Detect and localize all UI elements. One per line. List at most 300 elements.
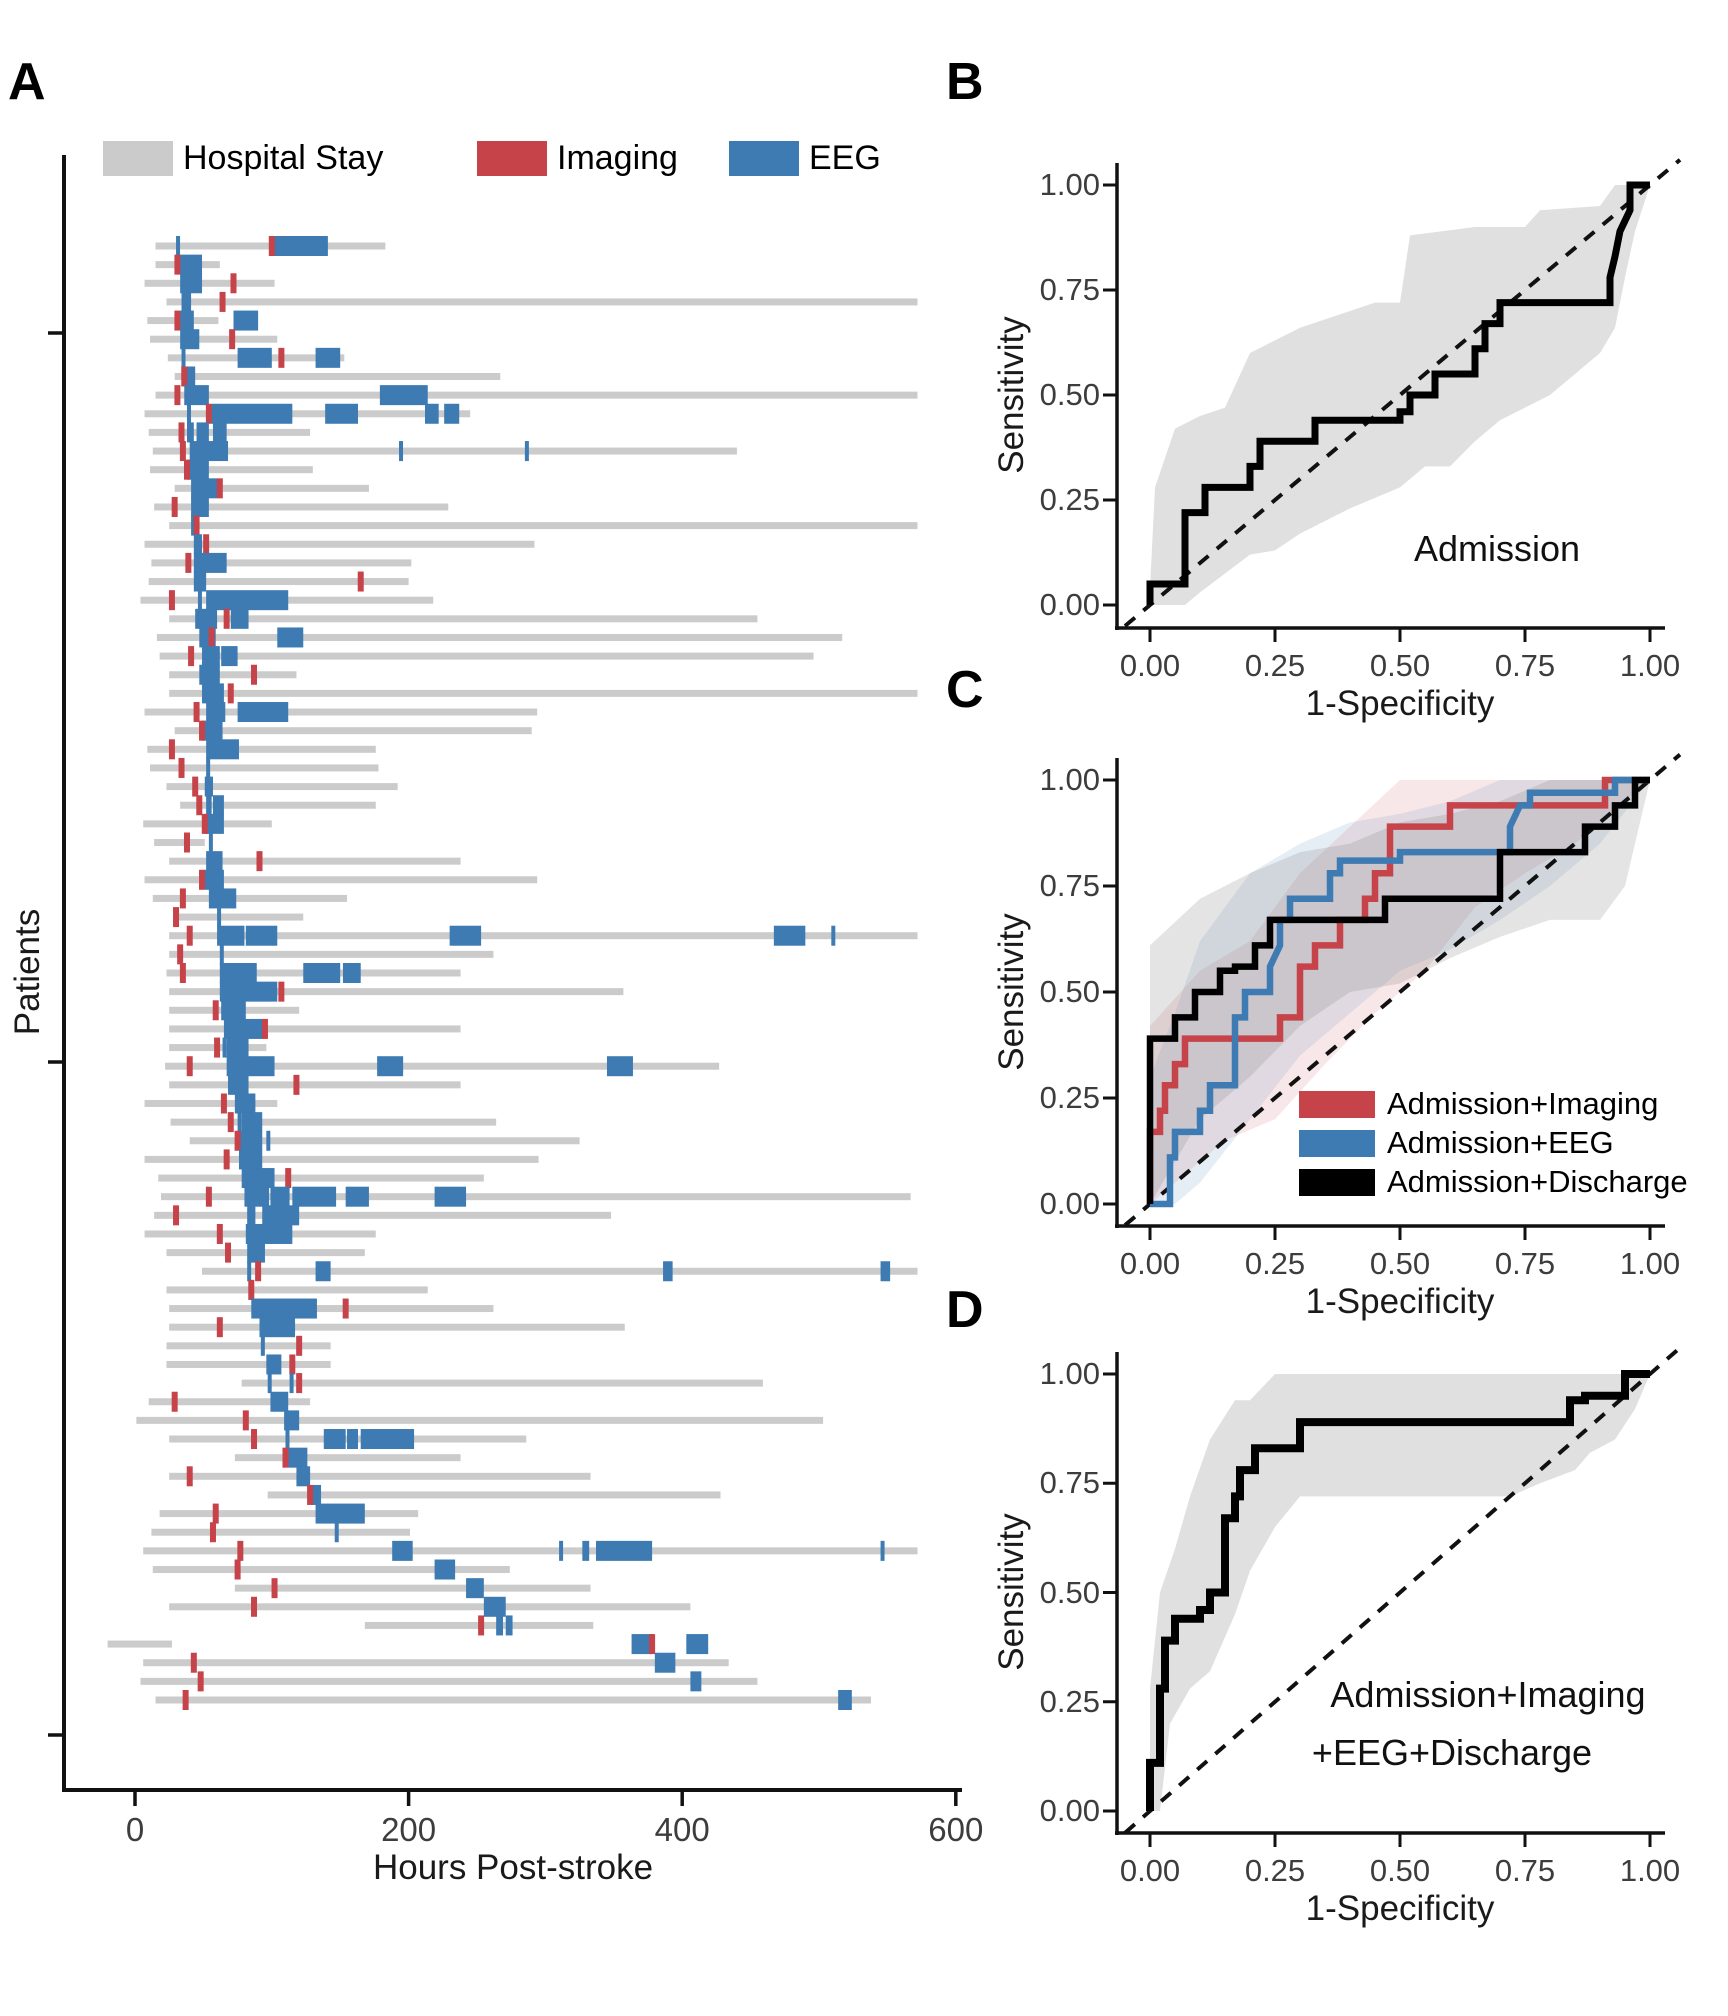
eeg-bar [194, 534, 202, 554]
imaging-tick [172, 497, 178, 517]
hospital-stay-bar [150, 466, 313, 473]
imaging-tick [243, 1410, 249, 1430]
hospital-stay-bar [136, 1417, 823, 1424]
eeg-bar [361, 1429, 414, 1449]
eeg-bar [435, 1187, 466, 1207]
imaging-tick [217, 1224, 223, 1244]
eeg-bar [663, 1261, 673, 1281]
imaging-tick [169, 739, 175, 759]
tick-label: 0 [125, 1811, 145, 1848]
eeg-bar [268, 1373, 272, 1393]
eeg-bar [202, 683, 224, 703]
hospital-stay-bar [151, 1529, 410, 1536]
imaging-tick [174, 255, 180, 275]
imaging-tick [180, 441, 186, 461]
imaging-tick [269, 236, 275, 256]
tick-label: 0.50 [1039, 377, 1100, 412]
y-axis-title-b: Sensitivity [992, 316, 1031, 474]
eeg-bar [180, 255, 202, 275]
eeg-bar [238, 1112, 242, 1132]
imaging-tick [225, 1243, 231, 1263]
legend-item-admission-eeg [1299, 1125, 1614, 1161]
imaging-tick [206, 404, 212, 424]
imaging-tick [203, 534, 209, 554]
imaging-tick [202, 814, 208, 834]
eeg-bar [213, 422, 227, 442]
hospital-stay-bar [166, 1361, 330, 1368]
imaging-tick [235, 1131, 241, 1151]
imaging-tick [210, 1522, 216, 1542]
eeg-bar [199, 665, 220, 685]
eeg-bar [324, 1429, 346, 1449]
hospital-stay-bar [166, 1342, 330, 1349]
eeg-bar [194, 553, 227, 573]
legend-label-hospital-stay: Hospital Stay [183, 139, 384, 177]
tick-label: 0.25 [1244, 1853, 1306, 1888]
hospital-stay-bar [169, 522, 917, 529]
imaging-tick [255, 1261, 261, 1281]
hospital-stay-bar [153, 448, 737, 455]
eeg-bar [206, 702, 225, 722]
imaging-tick [199, 721, 205, 741]
tick-label: 0.75 [1039, 272, 1100, 307]
eeg-bar [220, 963, 257, 983]
imaging-tick [194, 702, 200, 722]
tick-label: 1.00 [1039, 762, 1100, 797]
hospital-stay-bar [171, 1119, 497, 1126]
eeg-bar [251, 1299, 317, 1319]
tick-label: 0.50 [1369, 1853, 1431, 1888]
legend-label-admission-eeg: Admission+EEG [1387, 1125, 1614, 1160]
imaging-tick [228, 683, 234, 703]
eeg-bar [224, 1019, 264, 1039]
hospital-stay-bar [166, 1286, 427, 1293]
eeg-bar [690, 1671, 701, 1691]
imaging-tick [220, 292, 226, 312]
eeg-bar [881, 1541, 885, 1561]
hospital-stay-bar [108, 1641, 172, 1648]
hospital-stay-bar [166, 783, 397, 790]
imaging-tick [179, 758, 185, 778]
imaging-tick [221, 1093, 227, 1113]
hospital-stay-bar [150, 336, 277, 343]
imaging-tick [183, 1690, 189, 1710]
eeg-bar [325, 404, 358, 424]
eeg-bar [220, 944, 224, 964]
imaging-tick [187, 926, 193, 946]
imaging-tick [343, 1299, 349, 1319]
hospital-stay-bar [169, 1305, 493, 1312]
admission-imaging-swatch-icon [1299, 1091, 1375, 1118]
eeg-bar [262, 1205, 299, 1225]
eeg-bar [261, 1336, 265, 1356]
legend-label-imaging: Imaging [557, 139, 678, 177]
eeg-bar [223, 1038, 227, 1058]
imaging-tick [187, 1466, 193, 1486]
hospital-stay-bar [145, 1100, 278, 1107]
hospital-stay-bar [235, 1585, 591, 1592]
panel-label-d: D [946, 1281, 984, 1339]
imaging-tick [237, 1541, 243, 1561]
eeg-bar [220, 982, 277, 1002]
legend-item-hospital-stay [103, 139, 383, 178]
eeg-bar [270, 1392, 288, 1412]
eeg-bar [290, 1373, 294, 1393]
eeg-bar [206, 851, 222, 871]
hospital-stay-bar [145, 709, 538, 716]
eeg-bar [316, 348, 341, 368]
hospital-stay-bar [175, 914, 304, 921]
imaging-tick [169, 590, 175, 610]
imaging-tick [278, 348, 284, 368]
eeg-bar [288, 1448, 307, 1468]
imaging-tick [358, 572, 364, 592]
hospital-stay-bar [156, 1697, 871, 1704]
eeg-bar [596, 1541, 652, 1561]
eeg-bar [191, 497, 209, 517]
eeg-bar [233, 311, 258, 331]
eeg-bar [202, 646, 220, 666]
eeg-bar [380, 385, 428, 405]
hospital-stay-bar [169, 951, 493, 958]
tick-label: 0.25 [1039, 482, 1100, 517]
eeg-bar [202, 721, 223, 741]
imaging-tick [209, 627, 215, 647]
eeg-bar [496, 1615, 503, 1635]
imaging-tick [262, 1019, 268, 1039]
tick-label: 0.00 [1039, 1186, 1100, 1221]
y-axis-title-d: Sensitivity [992, 1513, 1031, 1671]
imaging-tick [248, 1280, 254, 1300]
eeg-bar [191, 478, 217, 498]
legend-item-admission-discharge [1299, 1164, 1688, 1200]
eeg-bar [881, 1261, 891, 1281]
x-axis-title-c: 1-Specificity [1305, 1282, 1495, 1321]
hospital-stay-bar [169, 1603, 690, 1610]
eeg-bar [176, 236, 180, 256]
eeg-bar [187, 404, 191, 424]
panel-label-a: A [8, 53, 46, 111]
hospital-stay-bar [153, 1566, 510, 1573]
eeg-bar [269, 236, 328, 256]
eeg-bar [316, 1261, 331, 1281]
imaging-tick [173, 907, 179, 927]
imaging-tick [251, 665, 257, 685]
hospital-stay-bar [145, 541, 535, 548]
eeg-bar [247, 1243, 265, 1263]
x-axis-title-a: Hours Post-stroke [372, 1848, 654, 1887]
tick-label: 600 [928, 1811, 984, 1848]
imaging-tick [196, 795, 202, 815]
tick-label: 1.00 [1039, 1356, 1100, 1391]
hospital-stay-bar [169, 1025, 460, 1032]
hospital-stay-bar [235, 1454, 461, 1461]
imaging-tick [278, 982, 284, 1002]
imaging-tick [192, 777, 198, 797]
imaging-tick [172, 1392, 178, 1412]
eeg-bar [205, 870, 224, 890]
eeg-bar [655, 1653, 676, 1673]
eeg-bar [187, 422, 194, 442]
eeg-bar [292, 1187, 336, 1207]
hospital-stay-bar [169, 690, 917, 697]
imaging-tick [184, 460, 190, 480]
eeg-bar [209, 833, 213, 853]
hospital-stay-bar [145, 410, 471, 417]
eeg-bar [240, 1131, 262, 1151]
imaging-tick [217, 478, 223, 498]
imaging-tick [282, 1448, 288, 1468]
eeg-bar [774, 926, 805, 946]
eeg-bar [239, 1149, 262, 1169]
imaging-tick [251, 1429, 257, 1449]
tick-label: 0.25 [1039, 1080, 1100, 1115]
eeg-swatch-icon [729, 141, 799, 176]
eeg-bar [266, 1354, 281, 1374]
eeg-bar [247, 1205, 255, 1225]
y-axis-title-c: Sensitivity [992, 913, 1031, 1071]
legend-item-admission-imaging [1299, 1086, 1658, 1122]
eeg-bar [335, 1522, 339, 1542]
eeg-bar [180, 311, 194, 331]
eeg-bar [206, 739, 239, 759]
hospital-stay-bar [169, 1081, 460, 1088]
imaging-tick [229, 329, 235, 349]
eeg-bar [506, 1615, 513, 1635]
eeg-bar [195, 609, 217, 629]
eeg-bar [184, 385, 209, 405]
eeg-bar [228, 1075, 249, 1095]
roc-annotation-d-line2: +EEG+Discharge [1311, 1732, 1593, 1773]
imaging-tick [184, 833, 190, 853]
hospital-stay-bar [145, 280, 275, 287]
tick-label: 0.75 [1494, 1853, 1556, 1888]
imaging-tick [206, 1187, 212, 1207]
hospital-stay-bar [154, 839, 205, 846]
imaging-tick [478, 1615, 484, 1635]
imaging-tick [256, 851, 262, 871]
eeg-bar [190, 441, 228, 461]
imaging-tick [187, 1056, 193, 1076]
hospital-stay-bar [169, 615, 757, 622]
hospital-stay-bar [156, 392, 918, 399]
eeg-bar [284, 1410, 299, 1430]
eeg-bar [206, 758, 210, 778]
tick-label: 0.75 [1039, 1465, 1100, 1501]
eeg-bar [221, 1000, 246, 1020]
imaging-tick [285, 1168, 291, 1188]
tick-label: 0.50 [1039, 1574, 1100, 1610]
hospital-stay-bar [166, 298, 917, 305]
imaging-tick [224, 609, 230, 629]
eeg-bar [347, 1429, 358, 1449]
hospital-stay-bar [160, 653, 814, 660]
eeg-bar [182, 292, 192, 312]
eeg-bar [231, 609, 249, 629]
eeg-bar [377, 1056, 403, 1076]
eeg-bar [343, 963, 361, 983]
imaging-tick [213, 1000, 219, 1020]
imaging-tick [177, 944, 183, 964]
eeg-bar [242, 1168, 275, 1188]
imaging-tick [194, 516, 200, 536]
imaging-tick [191, 1653, 197, 1673]
panel-label-c: C [946, 661, 984, 719]
imaging-tick [181, 366, 187, 386]
hospital-stay-bar [149, 429, 310, 436]
eeg-bar [296, 1466, 310, 1486]
imaging-tick [289, 1354, 295, 1374]
eeg-bar [238, 702, 289, 722]
hospital-stay-bar [140, 1678, 757, 1685]
eeg-bar [450, 926, 481, 946]
imaging-tick [198, 1671, 204, 1691]
tick-label: 400 [654, 1811, 710, 1848]
eeg-bar [246, 926, 277, 946]
tick-label: 0.00 [1039, 1793, 1100, 1828]
tick-label: 1.00 [1619, 1246, 1681, 1281]
eeg-bar [259, 1317, 295, 1337]
eeg-bar [217, 926, 244, 946]
eeg-bar [197, 422, 209, 442]
eeg-bar [831, 926, 835, 946]
imaging-tick [173, 1205, 179, 1225]
hospital-stay-bar [169, 671, 296, 678]
tick-label: 0.50 [1369, 1246, 1431, 1281]
eeg-bar [399, 441, 403, 461]
imaging-tick [214, 1038, 220, 1058]
imaging-tick [228, 1112, 234, 1132]
imaging-tick [174, 311, 180, 331]
eeg-bar [198, 590, 202, 610]
eeg-bar [206, 795, 211, 815]
x-axis-title-b: 1-Specificity [1305, 684, 1495, 723]
eeg-bar [244, 1187, 269, 1207]
legend-label-eeg: EEG [809, 139, 881, 177]
roc-annotation-admission: Admission [1413, 528, 1581, 569]
hospital-stay-bar [145, 1156, 539, 1163]
imaging-tick [307, 1485, 313, 1505]
hospital-stay-bar [242, 1380, 763, 1387]
eeg-bar [607, 1056, 633, 1076]
imaging-tick [272, 1578, 278, 1598]
hospital-stay-bar [175, 727, 532, 734]
eeg-bar [444, 404, 459, 424]
tick-label: 0.50 [1369, 648, 1431, 683]
eeg-bar [346, 1187, 369, 1207]
hospital-stay-bar [147, 746, 375, 753]
eeg-bar [266, 1131, 270, 1151]
tick-label: 0.75 [1494, 1246, 1556, 1281]
eeg-bar [316, 1504, 365, 1524]
eeg-bar [392, 1541, 413, 1561]
hospital-stay-bar [169, 1473, 590, 1480]
eeg-bar [838, 1690, 852, 1710]
imaging-tick [213, 1504, 219, 1524]
eeg-bar [213, 795, 224, 815]
legend-label-admission-imaging: Admission+Imaging [1387, 1086, 1659, 1121]
tick-label: 0.25 [1244, 1246, 1306, 1281]
hospital-stay-swatch-icon [103, 141, 173, 176]
hospital-stay-bar [202, 1268, 917, 1275]
eeg-bar [194, 572, 206, 592]
eeg-bar [632, 1634, 653, 1654]
eeg-bar [582, 1541, 589, 1561]
eeg-bar [425, 404, 439, 424]
eeg-bar [525, 441, 529, 461]
hospital-stay-bar [143, 1659, 729, 1666]
hospital-stay-bar [154, 1212, 611, 1219]
hospital-stay-bar [175, 373, 501, 380]
hospital-stay-bar [169, 1324, 625, 1331]
imaging-tick [649, 1634, 655, 1654]
eeg-bar [303, 963, 340, 983]
hospital-stay-bar [158, 1175, 484, 1182]
eeg-bar [238, 348, 272, 368]
eeg-bar [435, 1560, 456, 1580]
imaging-tick [180, 888, 186, 908]
admission-eeg-swatch-icon [1299, 1130, 1375, 1157]
tick-label: 0.50 [1039, 974, 1100, 1009]
tick-label: 0.00 [1119, 648, 1181, 683]
imaging-tick [174, 385, 180, 405]
hospital-stay-bar [166, 1249, 364, 1256]
hospital-stay-bar [160, 1510, 419, 1517]
imaging-tick [251, 1597, 257, 1617]
imaging-tick [224, 1149, 230, 1169]
eeg-bar [285, 1429, 289, 1449]
tick-label: 0.25 [1039, 1683, 1100, 1719]
panel-label-b: B [946, 53, 984, 111]
legend-item-eeg [729, 139, 881, 178]
y-axis-title-a: Patients [8, 908, 47, 1036]
tick-label: 0.75 [1494, 648, 1556, 683]
imaging-tick [188, 646, 194, 666]
tick-label: 0.00 [1119, 1246, 1181, 1281]
imaging-tick [296, 1336, 302, 1356]
eeg-bar [206, 590, 288, 610]
hospital-stay-bar [149, 578, 409, 585]
eeg-bar [227, 1038, 249, 1058]
imaging-tick [180, 963, 186, 983]
imaging-tick [217, 1317, 223, 1337]
roc-annotation-d-line1: Admission+Imaging [1330, 1674, 1646, 1715]
tick-label: 0.75 [1039, 868, 1100, 903]
hospital-stay-bar [268, 1491, 721, 1498]
tick-label: 1.00 [1039, 167, 1100, 202]
x-axis-title-d: 1-Specificity [1305, 1889, 1495, 1928]
eeg-bar [246, 1224, 293, 1244]
imaging-tick [296, 1373, 302, 1393]
eeg-bar [217, 907, 221, 927]
eeg-bar [205, 777, 213, 797]
imaging-tick [230, 273, 236, 293]
legend-item-imaging [477, 139, 678, 178]
tick-label: 1.00 [1619, 648, 1681, 683]
imaging-tick [185, 553, 191, 573]
eeg-bar [180, 329, 199, 349]
tick-label: 200 [381, 1811, 437, 1848]
eeg-bar [212, 404, 293, 424]
tick-label: 0.00 [1119, 1853, 1181, 1888]
tick-label: 0.25 [1244, 648, 1306, 683]
eeg-bar [187, 460, 209, 480]
imaging-tick [179, 422, 185, 442]
eeg-bar [686, 1634, 708, 1654]
eeg-bar [209, 888, 236, 908]
tick-label: 0.00 [1039, 587, 1100, 622]
eeg-bar [270, 1187, 289, 1207]
